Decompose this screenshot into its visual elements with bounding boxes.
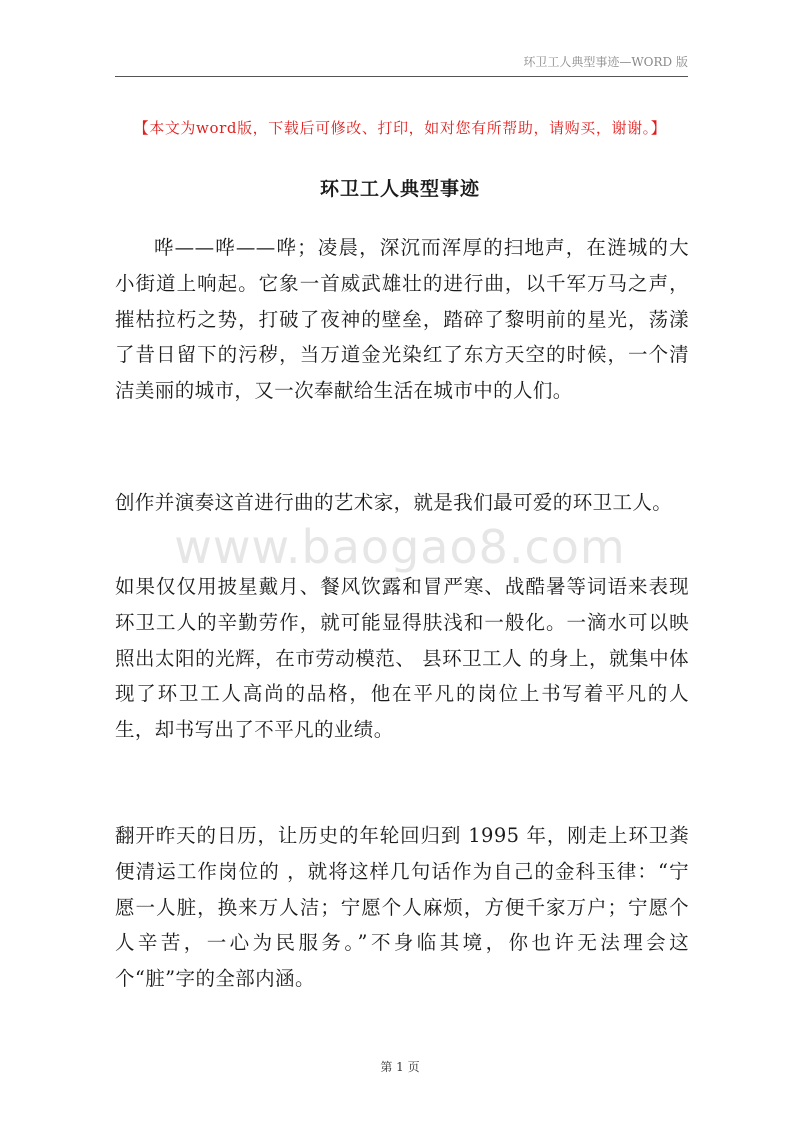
body-paragraph-1: 哗——哗——哗；凌晨，深沉而浑厚的扫地声，在涟城的大小街道上响起。它象一首威武雄壮的进行曲，以千军万马之声，摧枯拉朽之势，打破了夜神的壁垒，踏碎了黎明前的星光，荡漾了昔日留下的污秽，当万道金光染红了东方天空的时候，一个清洁美丽的城市，又一次奉献给生活在城市中的人们。 bbox=[115, 236, 689, 403]
page-header bbox=[115, 52, 688, 77]
download-notice: 【本文为word版，下载后可修改、打印，如对您有所帮助，请购买，谢谢。】 bbox=[133, 119, 667, 137]
running-title: 环卫工人典型事迹—WORD 版 bbox=[523, 55, 688, 69]
page-number: 第 1 页 bbox=[380, 1060, 420, 1074]
watermark: www.baogao8.com bbox=[174, 520, 626, 574]
body-paragraph-3: 如果仅仅用披星戴月、餐风饮露和冒严寒、战酷暑等词语来表现环卫工人的辛勤劳作，就可能显得肤浅和一般化。一滴水可以映照出太阳的光辉，在市劳动模范、 县环卫工人 的身上，就集中体现了环卫工人高尚的品格，他在平凡的岗位上书写着平凡的人生，却书写出了不平凡的业绩。 bbox=[115, 575, 689, 742]
document-title: 环卫工人典型事迹 bbox=[319, 178, 480, 200]
body-paragraph-2: 创作并演奏这首进行曲的艺术家，就是我们最可爱的环卫工人。 bbox=[115, 491, 673, 514]
body-paragraph-4: 翻开昨天的日历，让历史的年轮回归到 1995 年，刚走上环卫粪便清运工作岗位的 ，就将这样几句话作为自己的金科玉律：“宁愿一人脏，换来万人洁；宁愿个人麻烦，方便千家万户；宁愿个人辛苦，一心为民服务。”不身临其境，你也许无法理会这个“脏”字的全部内涵。 bbox=[115, 824, 689, 991]
